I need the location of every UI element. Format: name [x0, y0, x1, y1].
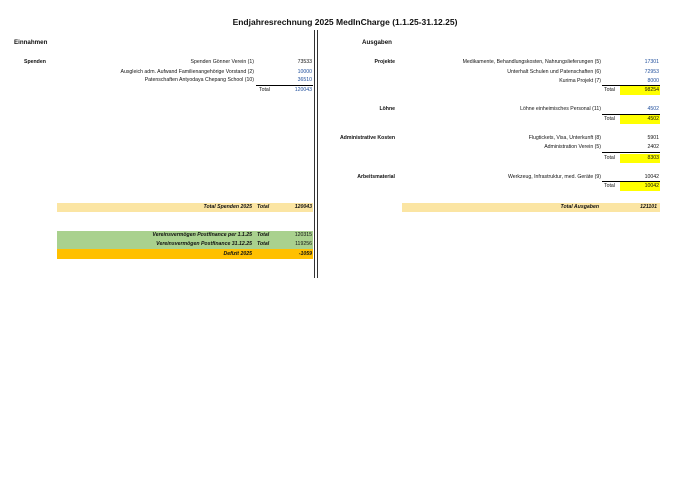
loehne-section-label: Löhne [379, 106, 395, 112]
expense-row-label: Flugtickets, Visa, Unterkunft (8) [528, 135, 601, 141]
income-row-label: Ausgleich adm. Aufwand Familienangehörige Vorstand (2) [120, 69, 254, 75]
total-ausgaben-label: Total Ausgaben [560, 204, 599, 210]
income-row-label: Spenden Gönner Verein (1) [190, 59, 254, 65]
income-row-value: 73533 [297, 59, 312, 65]
projekte-total-label: Total [604, 87, 615, 93]
vermoegen-start-value: 120315 [294, 232, 312, 238]
material-total-value: 10042 [644, 183, 659, 189]
vermoegen-start-label: Vereinsvermögen Postfinance per 1.1.25 [152, 232, 252, 238]
admin-section-label: Administrative Kosten [339, 135, 395, 141]
expense-row-value: 10042 [644, 174, 659, 180]
income-total-label: Total [259, 87, 270, 93]
total-ausgaben-band [402, 203, 660, 212]
income-row-value: 10000 [297, 69, 312, 75]
projekte-section-label: Projekte [374, 59, 395, 65]
total-spenden-label: Total Spenden 2025 [203, 204, 252, 210]
income-heading: Einnahmen [14, 39, 48, 46]
projekte-total-value: 98254 [644, 87, 659, 93]
loehne-total-label: Total [604, 116, 615, 122]
column-divider-left [314, 30, 315, 278]
income-row-label: Patenschaften Antyodaya Chepang School (10) [144, 77, 254, 83]
total-spenden-total: Total [257, 204, 270, 210]
vermoegen-end-value: 119256 [295, 241, 312, 247]
expense-row-label: Werkzeug, Infrastruktur, med. Geräte (9) [507, 174, 601, 180]
expense-row-value: 17301 [644, 59, 659, 65]
total-spenden-band [57, 203, 313, 212]
defizit-label: Defizit 2025 [223, 251, 252, 257]
spenden-section-label: Spenden [24, 59, 46, 65]
column-divider-right [317, 30, 318, 278]
vermoegen-end-label: Vereinsvermögen Postfinance 31.12.25 [156, 241, 252, 247]
expense-row-label: Kurima Projekt (7) [559, 78, 601, 84]
vermoegen-end-total: Total [257, 241, 270, 247]
admin-total-value: 8303 [647, 155, 659, 161]
income-total-value: 120043 [294, 87, 312, 93]
expense-row-value: 72953 [644, 69, 659, 75]
expense-row-label: Medikamente, Behandlungskosten, Nahrungslieferungen (5) [462, 59, 601, 65]
expense-row-label: Löhne einheimisches Personal (11) [520, 106, 601, 112]
document-title: Endjahresrechnung 2025 MedInCharge (1.1.25-31.12.25) [232, 17, 458, 27]
loehne-total-value: 4502 [647, 116, 659, 122]
defizit-value: -1059 [298, 251, 312, 257]
material-total-label: Total [604, 183, 615, 189]
expense-row-value: 2402 [647, 144, 659, 150]
expense-row-label: Administration Verein (5) [544, 144, 601, 150]
admin-total-rule [602, 152, 660, 153]
expense-row-value: 5901 [647, 135, 659, 141]
income-total-rule [256, 85, 313, 86]
expense-row-label: Unterhalt Schulen und Patenschaften (6) [507, 69, 601, 75]
total-spenden-value: 120043 [294, 204, 312, 210]
income-row-value: 36510 [297, 77, 312, 83]
expenses-heading: Ausgaben [362, 39, 392, 46]
expense-row-value: 8000 [647, 78, 659, 84]
total-ausgaben-value: 121101 [640, 204, 657, 210]
expense-row-value: 4502 [647, 106, 659, 112]
material-section-label: Arbeitsmaterial [357, 174, 395, 180]
vermoegen-start-total: Total [257, 232, 270, 238]
defizit-band [57, 249, 313, 259]
admin-total-label: Total [604, 155, 615, 161]
